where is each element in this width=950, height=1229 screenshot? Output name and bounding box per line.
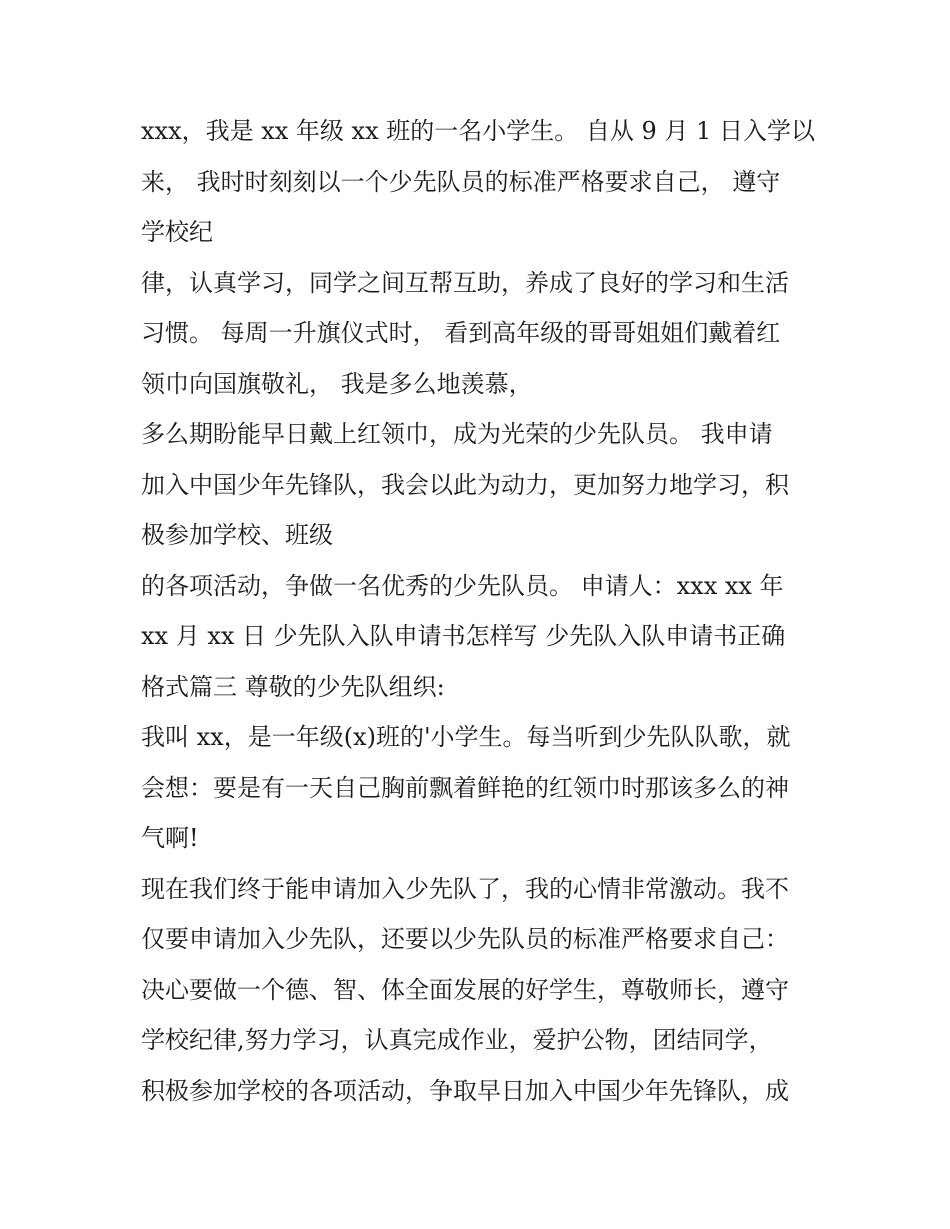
text-line: 仅要申请加入少先队，还要以少先队员的标准严格要求自己： <box>141 925 789 953</box>
text-line: xxx，我是 xx 年级 xx 班的一名小学生。 自从 9 月 1 日入学以 <box>141 117 815 145</box>
text-line: 学校纪 <box>141 218 213 246</box>
text-line: 气啊! <box>141 824 199 852</box>
text-line: 决心要做一个德、智、体全面发展的好学生，尊敬师长，遵守 <box>141 975 789 1004</box>
text-line: 多么期盼能早日戴上红领巾，成为光荣的少先队员。 我申请 <box>141 420 773 448</box>
text-line: 律，认真学习，同学之间互帮互助，养成了良好的学习和生活 <box>141 268 789 297</box>
text-line: 我叫 xx，是一年级(x)班的'小学生。每当听到少先队队歌，就 <box>141 723 791 751</box>
text-line: xx 月 xx 日 少先队入队申请书怎样写 少先队入队申请书正确 <box>141 622 786 650</box>
document-body <box>141 110 821 1120</box>
text-line: 格式篇三 尊敬的少先队组织: <box>141 672 445 701</box>
text-line: 学校纪律,努力学习，认真完成作业，爱护公物，团结同学， <box>141 1026 773 1054</box>
text-line: 领巾向国旗敬礼， 我是多么地羡慕， <box>141 369 533 398</box>
text-line: 现在我们终于能申请加入少先队了，我的心情非常激动。我不 <box>141 874 789 903</box>
text-line: 的各项活动，争做一名优秀的少先队员。 申请人：xxx xx 年 <box>141 571 784 600</box>
text-line: 极参加学校、班级 <box>141 521 333 549</box>
text-line: 习惯。 每周一升旗仪式时， 看到高年级的哥哥姐姐们戴着红 <box>141 319 781 347</box>
text-line: 积极参加学校的各项活动，争取早日加入中国少年先锋队，成 <box>141 1076 789 1105</box>
text-line: 加入中国少年先锋队，我会以此为动力，更加努力地学习，积 <box>141 470 789 499</box>
text-line: 来， 我时时刻刻以一个少先队员的标准严格要求自己， 遵守 <box>141 167 781 196</box>
text-line: 会想：要是有一天自己胸前飘着鲜艳的红领巾时那该多么的神 <box>141 773 789 802</box>
